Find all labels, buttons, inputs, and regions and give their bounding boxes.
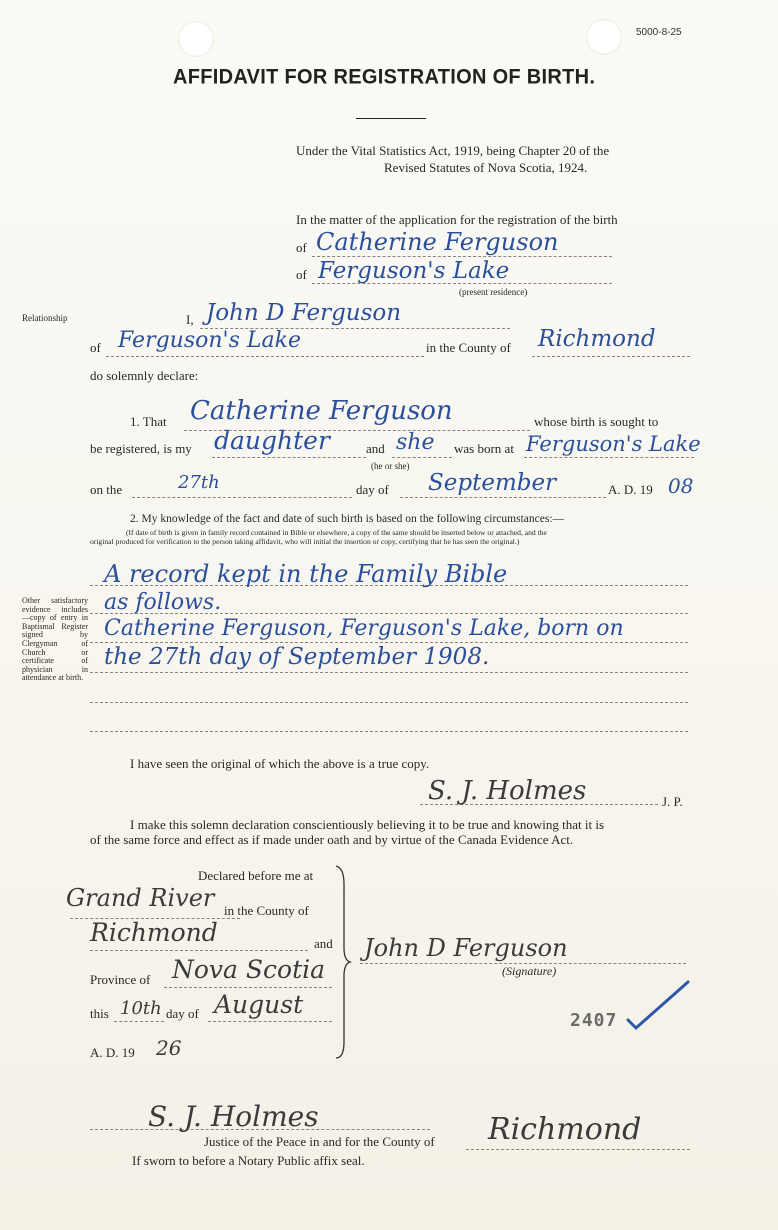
relation-line: [212, 457, 366, 458]
punch-hole-left: [178, 21, 214, 57]
this-label: this: [90, 1006, 109, 1021]
punch-hole-right: [586, 19, 622, 55]
act-line-1: Under the Vital Statistics Act, 1919, being Chapter 20 of the: [296, 143, 610, 158]
birth-day-value: 27th: [178, 472, 220, 493]
p2-text: 2. My knowledge of the fact and date of such birth is based on the following circumstances:—: [130, 513, 565, 525]
solemnly-declare: do solemnly declare:: [90, 368, 199, 383]
side-note: Other satisfactory evidence includes —copy of entry in Baptismal Register signed by Clergyman of Church or certificate of physician in attendance at birth.: [22, 596, 88, 683]
day-of-label: day of: [356, 482, 389, 497]
curly-brace: [334, 864, 352, 1060]
declared-before: Declared before me at: [198, 868, 314, 883]
decl-month-line: [208, 1021, 332, 1022]
born-at-label: was born at: [454, 441, 514, 456]
birth-place-value: Ferguson's Lake: [526, 432, 701, 456]
province-line: [164, 987, 332, 988]
declarant-signature: John D Ferguson: [364, 934, 568, 962]
p1-registered: be registered, is my: [90, 441, 192, 456]
birth-day-line: [132, 497, 352, 498]
decl-day-line: [114, 1021, 164, 1022]
of-label: of: [296, 240, 307, 255]
notary-note: If sworn to before a Notary Public affix seal.: [132, 1153, 365, 1168]
decl-year-value: 26: [156, 1036, 182, 1060]
p2-note-2: original produced for verification to the person taking affidavit, who will initial the insertion or copy, certifying that he has seen the original.): [90, 537, 520, 546]
and-word: and: [314, 936, 333, 951]
p2-note-1: (If date of birth is given in family record contained in Bible or elsewhere, a copy of the same should be inserted below or attached, and the: [126, 528, 547, 537]
declared-county-line: [90, 950, 308, 951]
act-line-2: Revised Statutes of Nova Scotia, 1924.: [384, 160, 588, 175]
circumstance-line-5: [90, 702, 688, 703]
birth-place-line: [524, 457, 694, 458]
declaration-line-2: of the same force and effect as if made under oath and by virtue of the Canada Evidence Act.: [90, 832, 574, 847]
check-mark-icon: [626, 978, 692, 1032]
circumstance-line-3: [90, 642, 688, 643]
birth-year-value: 08: [668, 474, 694, 498]
declared-county-value: Richmond: [90, 918, 218, 947]
province-of-label: Province of: [90, 972, 151, 987]
ad-label: A. D. 19: [608, 482, 653, 497]
present-residence-caption: (present residence): [459, 287, 528, 297]
county-value: Richmond: [538, 326, 656, 352]
title-divider: [356, 118, 426, 119]
declarant-residence-line: [106, 356, 424, 357]
decl-ad-label: A. D. 19: [90, 1045, 135, 1060]
justice-label: Justice of the Peace in and for the County of: [204, 1134, 435, 1149]
circumstance-text-3: Catherine Ferguson, Ferguson's Lake, born on: [104, 616, 624, 641]
page-title: AFFIDAVIT FOR REGISTRATION OF BIRTH.: [173, 65, 596, 89]
justice-county-value: Richmond: [488, 1112, 642, 1147]
and-label: and: [366, 441, 385, 456]
county-line: [532, 356, 690, 357]
declarant-name-value: John D Ferguson: [206, 300, 402, 326]
p1-name-value: Catherine Ferguson: [190, 396, 453, 426]
child-name-line: [312, 256, 612, 257]
justice-county-line: [466, 1149, 690, 1150]
p1-that: 1. That: [130, 414, 167, 429]
seen-original: I have seen the original of which the above is a true copy.: [130, 756, 430, 771]
circumstance-text-4: the 27th day of September 1908.: [104, 644, 490, 670]
circumstance-text-1: A record kept in the Family Bible: [104, 560, 508, 588]
county-label: in the County of: [426, 340, 511, 355]
decl-day-value: 10th: [120, 998, 162, 1019]
he-or-she-caption: (he or she): [371, 461, 410, 471]
child-residence-value: Ferguson's Lake: [318, 258, 510, 284]
province-value: Nova Scotia: [172, 955, 326, 984]
jp-signature: S. J. Holmes: [428, 776, 587, 806]
p1-whose: whose birth is sought to: [534, 414, 659, 429]
on-the-label: on the: [90, 482, 123, 497]
stamp-number: 2407: [570, 1010, 618, 1031]
decl-day-of-label: day of: [166, 1006, 199, 1021]
of-label-2: of: [296, 267, 307, 282]
declaration-line-1: I make this solemn declaration conscientiously believing it to be true and knowing that it is: [130, 817, 605, 832]
birth-month-line: [400, 497, 606, 498]
circumstance-line-6: [90, 731, 688, 732]
child-name-value: Catherine Ferguson: [316, 228, 559, 256]
circumstance-text-2: as follows.: [104, 590, 222, 615]
circumstance-line-4: [90, 672, 688, 673]
relation-value: daughter: [214, 426, 330, 455]
justice-signature: S. J. Holmes: [148, 1100, 319, 1133]
declarant-residence-value: Ferguson's Lake: [118, 328, 301, 353]
pronoun-line: [392, 457, 452, 458]
declarant-of-label: of: [90, 340, 101, 355]
i-label: I,: [186, 312, 194, 327]
pronoun-value: she: [396, 430, 435, 455]
signature-caption: (Signature): [502, 964, 557, 978]
in-county-of-label: in the County of: [224, 903, 309, 918]
jp-label: J. P.: [662, 794, 683, 809]
decl-month-value: August: [214, 990, 304, 1019]
declared-place-value: Grand River: [66, 884, 215, 912]
relationship-label: Relationship: [22, 313, 68, 323]
birth-month-value: September: [428, 470, 557, 496]
matter-line: In the matter of the application for the registration of the birth: [296, 212, 618, 227]
form-code: 5000-8-25: [636, 27, 682, 38]
